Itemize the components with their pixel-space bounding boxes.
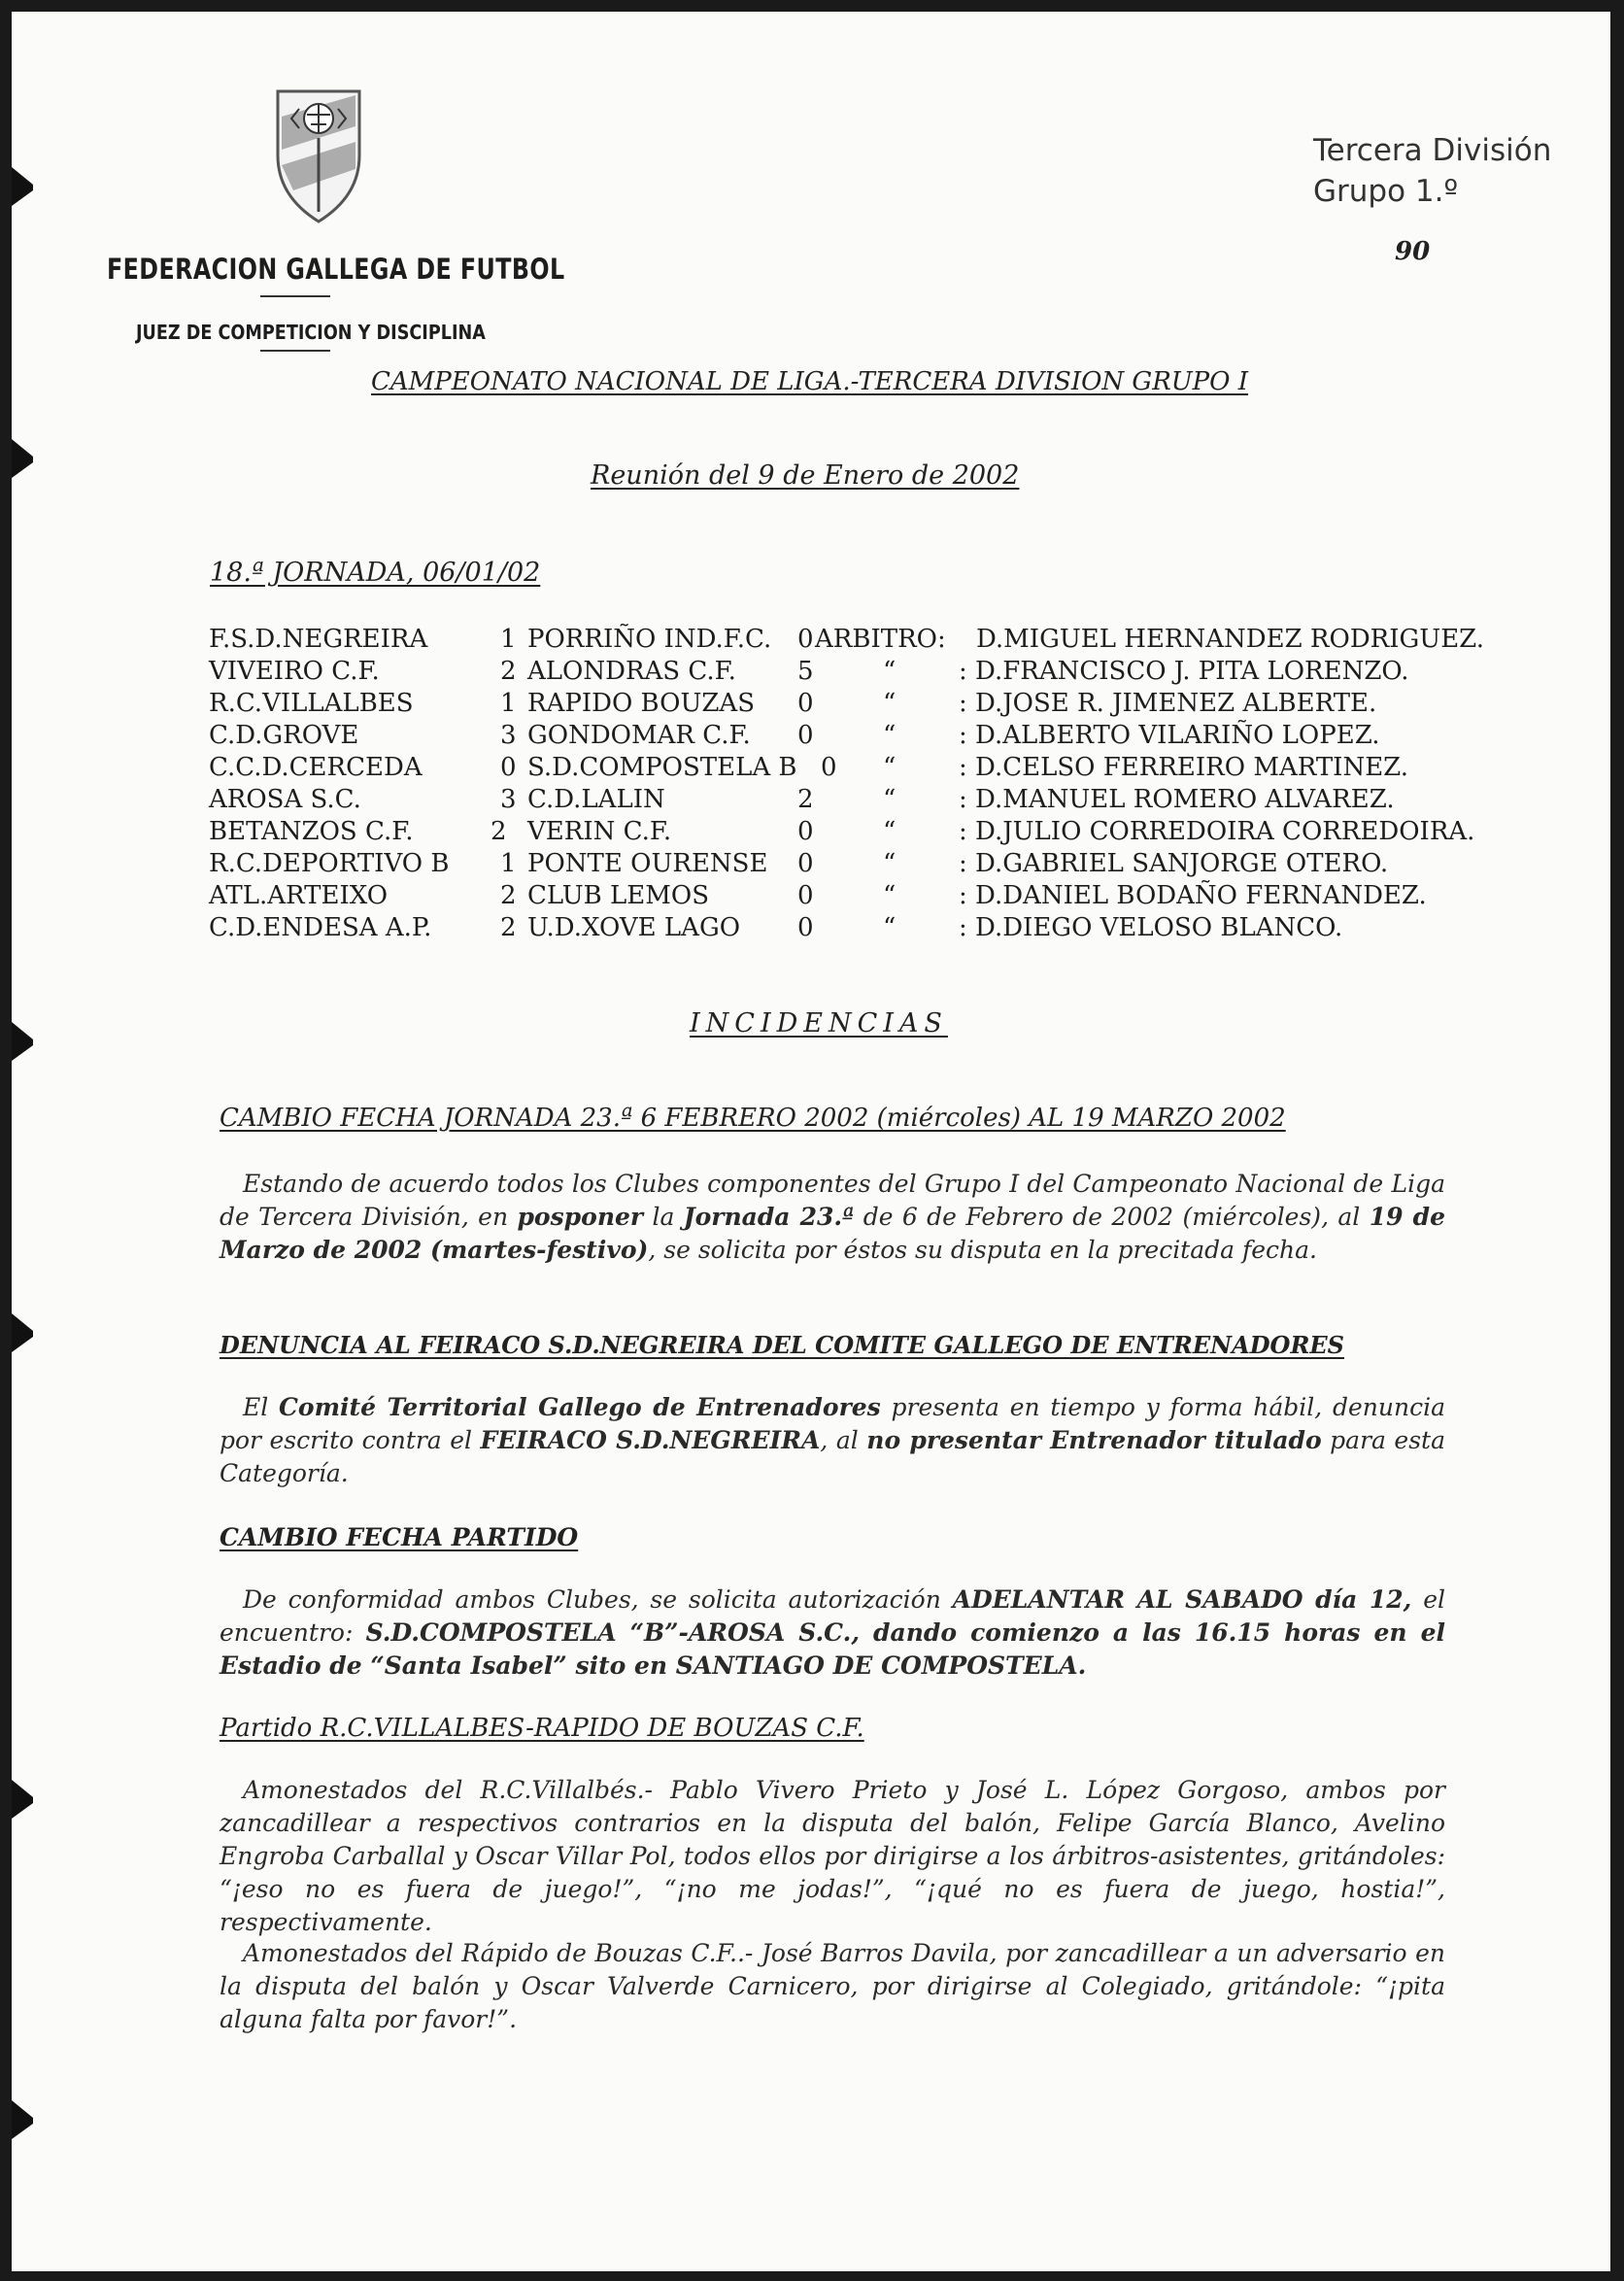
division-line2: Grupo 1.º [1313, 174, 1459, 209]
home-score: 2 [500, 657, 517, 686]
divider [260, 350, 330, 352]
incidencias-heading: INCIDENCIAS [690, 1008, 948, 1038]
referee-label: “ [883, 881, 897, 910]
division-label [1313, 130, 1551, 212]
scan-edge-mark [12, 439, 33, 478]
referee-name: : D.ALBERTO VILARIÑO LOPEZ. [959, 721, 1380, 750]
home-team: VIVEIRO C.F. [209, 657, 380, 686]
away-team: C.D.LALIN [527, 785, 665, 814]
away-team: PONTE OURENSE [527, 849, 768, 878]
home-score: 1 [500, 689, 517, 718]
away-team: S.D.COMPOSTELA B [527, 753, 797, 782]
home-score: 3 [500, 721, 517, 750]
section-heading: DENUNCIA AL FEIRACO S.D.NEGREIRA DEL COMITE GALLEGO DE ENTRENADORES [220, 1331, 1345, 1359]
document-title: CAMPEONATO NACIONAL DE LIGA.-TERCERA DIVISION GRUPO I [371, 367, 1249, 396]
home-score: 1 [500, 849, 517, 878]
scan-edge-mark [12, 2100, 33, 2139]
referee-name: : D.CELSO FERREIRO MARTINEZ. [959, 753, 1409, 782]
text: el encuentro: [220, 1585, 1446, 1647]
home-score: 2 [500, 913, 517, 942]
text: , al [820, 1426, 867, 1454]
home-team: R.C.VILLALBES [209, 689, 414, 718]
referee-name: : D.GABRIEL SANJORGE OTERO. [959, 849, 1389, 878]
away-score: 0 [797, 881, 814, 910]
home-team: BETANZOS C.F. [209, 817, 414, 846]
bold-text: Comité Territorial Gallego de Entrenadores [279, 1393, 881, 1421]
away-score: 0 [797, 913, 814, 942]
bold-text: posponer [517, 1203, 644, 1231]
federation-name: FEDERACION GALLEGA DE FUTBOL [107, 253, 565, 286]
text: El [243, 1393, 280, 1421]
away-score: 0 [797, 689, 814, 718]
away-team: PORRIÑO IND.F.C. [527, 625, 772, 654]
home-team: R.C.DEPORTIVO B [209, 849, 450, 878]
scan-edge-mark [12, 1313, 33, 1352]
text: Estando de acuerdo todos los Clubes componentes del Grupo I del Campeonato Nacional de Liga de Tercera División, en [220, 1170, 1445, 1231]
home-score: 3 [500, 785, 517, 814]
jornada-heading: 18.ª JORNADA, 06/01/02 [210, 558, 541, 588]
referee-name: : D.DIEGO VELOSO BLANCO. [959, 913, 1343, 942]
home-team: F.S.D.NEGREIRA [209, 625, 428, 654]
section-paragraph [220, 1937, 1445, 2036]
referee-name: D.MIGUEL HERNANDEZ RODRIGUEZ. [976, 625, 1485, 654]
away-team: U.D.XOVE LAGO [527, 913, 741, 942]
text: la [643, 1203, 684, 1231]
text: para esta Categoría. [220, 1426, 1446, 1487]
section-paragraph [220, 1583, 1445, 1683]
text: Amonestados del R.C.Villalbés.- Pablo Vivero Prieto y José L. López Gorgoso, ambos por zancadillear a respectivos contrarios en la disputa del balón, Felipe García Blanco, Avelino Engroba Carballal y Oscar Villar Pol, todos ellos por dirigirse a los árbitros-asistentes, gritándoles: “¡eso no es fuera de juego!”, “¡no me jodas!”, “¡qué no es fuera de juego, hostia!”, respectivamente. [220, 1776, 1445, 1936]
bold-text: S.D.COMPOSTELA “B”-AROSA S.C., dando comienzo a las 16.15 horas en el Estadio de “Santa Isabel” sito en SANTIAGO DE COMPOSTELA. [220, 1618, 1445, 1680]
committee-name: JUEZ DE COMPETICION Y DISCIPLINA [136, 321, 486, 344]
home-score: 2 [500, 881, 517, 910]
away-team: CLUB LEMOS [527, 881, 710, 910]
referee-name: : D.DANIEL BODAÑO FERNANDEZ. [959, 881, 1427, 910]
referee-label: “ [883, 785, 897, 814]
text: , se solicita por éstos su disputa en la precitada fecha. [648, 1236, 1317, 1264]
home-team: C.D.GROVE [209, 721, 359, 750]
referee-label: “ [883, 689, 897, 718]
referee-label: ARBITRO: [815, 625, 946, 654]
section-paragraph [220, 1391, 1445, 1490]
page-number: 90 [1395, 237, 1431, 266]
text: De conformidad ambos Clubes, se solicita autorización [243, 1585, 953, 1614]
section-heading: CAMBIO FECHA JORNADA 23.ª 6 FEBRERO 2002 (miércoles) AL 19 MARZO 2002 [220, 1104, 1286, 1133]
text: de 6 de Febrero de 2002 (miércoles), al [854, 1203, 1370, 1231]
away-score: 0 [797, 721, 814, 750]
away-score: 0 [797, 817, 814, 846]
meeting-date: Reunión del 9 de Enero de 2002 [591, 460, 1020, 491]
section-heading: Partido R.C.VILLALBES-RAPIDO DE BOUZAS C.F. [220, 1714, 864, 1743]
bold-text: 19 de Marzo de 2002 (martes-festivo) [220, 1203, 1446, 1264]
home-score: 0 [500, 753, 517, 782]
away-score: 2 [797, 785, 814, 814]
scan-edge-mark [12, 167, 33, 206]
home-team: ATL.ARTEIXO [209, 881, 389, 910]
referee-name: : D.MANUEL ROMERO ALVAREZ. [959, 785, 1395, 814]
text: presenta en tiempo y forma hábil, denuncia por escrito contra el [220, 1393, 1445, 1454]
away-score: 0 [821, 753, 837, 782]
referee-name: : D.JULIO CORREDOIRA CORREDOIRA. [959, 817, 1475, 846]
away-team: GONDOMAR C.F. [527, 721, 751, 750]
scan-edge-mark [12, 1022, 33, 1061]
away-team: VERIN C.F. [527, 817, 672, 846]
bold-text: Jornada 23.ª [683, 1203, 855, 1231]
section-paragraph [220, 1168, 1445, 1267]
document-page [12, 12, 1610, 2271]
section-paragraph [220, 1774, 1445, 1939]
referee-name: : D.FRANCISCO J. PITA LORENZO. [959, 657, 1409, 686]
federation-crest-logo [274, 87, 363, 225]
text: Amonestados del Rápido de Bouzas C.F..- José Barros Davila, por zancadillear a un adversario en la disputa del balón y Oscar Valverde Carnicero, por dirigirse al Colegiado, gritándole: “¡pita alguna falta por favor!”. [220, 1939, 1445, 2033]
away-score: 5 [797, 657, 814, 686]
bold-text: ADELANTAR AL SABADO día 12, [952, 1585, 1412, 1614]
section-heading: CAMBIO FECHA PARTIDO [220, 1523, 579, 1551]
away-score: 0 [797, 849, 814, 878]
division-line1: Tercera División [1313, 133, 1552, 168]
referee-label: “ [883, 849, 897, 878]
away-team: ALONDRAS C.F. [527, 657, 736, 686]
referee-label: “ [883, 721, 897, 750]
bold-text: FEIRACO S.D.NEGREIRA [480, 1426, 821, 1454]
referee-label: “ [883, 657, 897, 686]
scan-edge-mark [12, 1780, 33, 1819]
away-team: RAPIDO BOUZAS [527, 689, 756, 718]
home-team: C.D.ENDESA A.P. [209, 913, 432, 942]
referee-name: : D.JOSE R. JIMENEZ ALBERTE. [959, 689, 1377, 718]
referee-label: “ [883, 753, 897, 782]
divider [260, 295, 330, 297]
home-score: 1 [500, 625, 517, 654]
home-team: AROSA S.C. [209, 785, 361, 814]
home-team: C.C.D.CERCEDA [209, 753, 423, 782]
bold-text: no presentar Entrenador titulado [866, 1426, 1322, 1454]
referee-label: “ [883, 817, 897, 846]
referee-label: “ [883, 913, 897, 942]
home-score: 2 [491, 817, 507, 846]
away-score: 0 [797, 625, 814, 654]
